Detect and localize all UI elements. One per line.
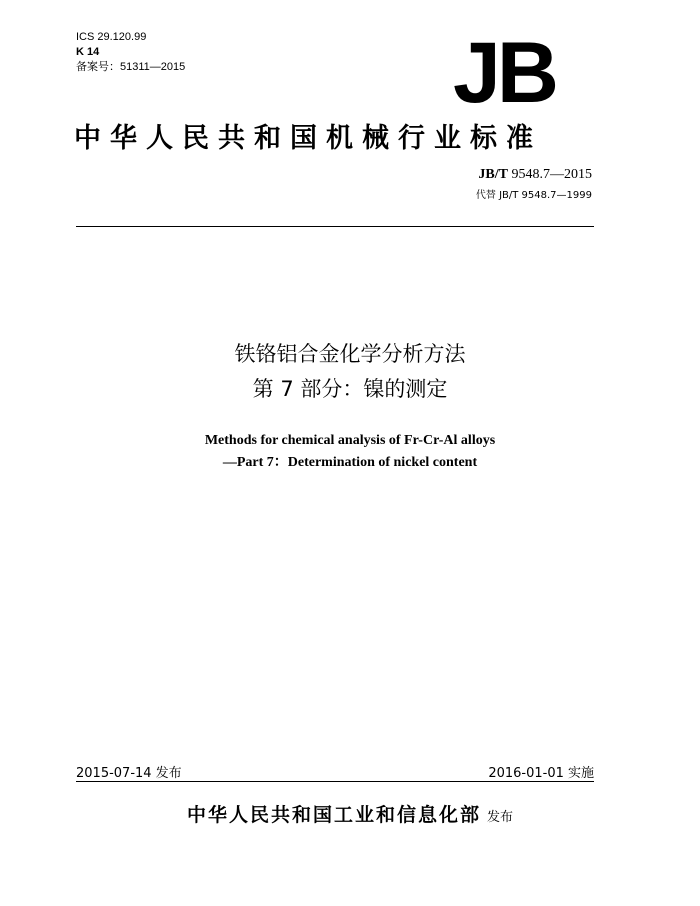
logo-text: JB [453, 36, 555, 106]
replaces-standard: 代替 JB/T 9548.7—1999 [475, 190, 592, 201]
document-title-zh-line1: 铁铬铝合金化学分析方法 [234, 342, 466, 366]
issuer-name: 中华人民共和国工业和信息化部 [186, 804, 481, 826]
issuer-suffix: 发布 [487, 810, 514, 825]
standard-code-prefix: JB/T [478, 167, 508, 182]
ics-code: ICS 29.120.99 [76, 31, 147, 43]
classification-code: K 14 [76, 46, 100, 58]
jb-logo [445, 36, 563, 106]
standard-code [478, 167, 592, 183]
standard-title: 中华人民共和国机械行业标准 [74, 123, 542, 154]
header-divider [76, 226, 594, 227]
effective-date: 2016-01-01 实施 [488, 766, 594, 781]
document-title-zh-line2: 第 7 部分：镍的测定 [252, 377, 448, 401]
document-title-en-line2: —Part 7：Determination of nickel content [222, 455, 478, 470]
record-number: 备案号：51311—2015 [76, 61, 186, 73]
footer-divider [76, 781, 594, 782]
issue-date: 2015-07-14 发布 [76, 766, 182, 781]
standard-code-number: 9548.7—2015 [508, 167, 592, 182]
issuer [0, 800, 700, 827]
document-title-en-line1: Methods for chemical analysis of Fr-Cr-Al alloys [204, 433, 496, 448]
